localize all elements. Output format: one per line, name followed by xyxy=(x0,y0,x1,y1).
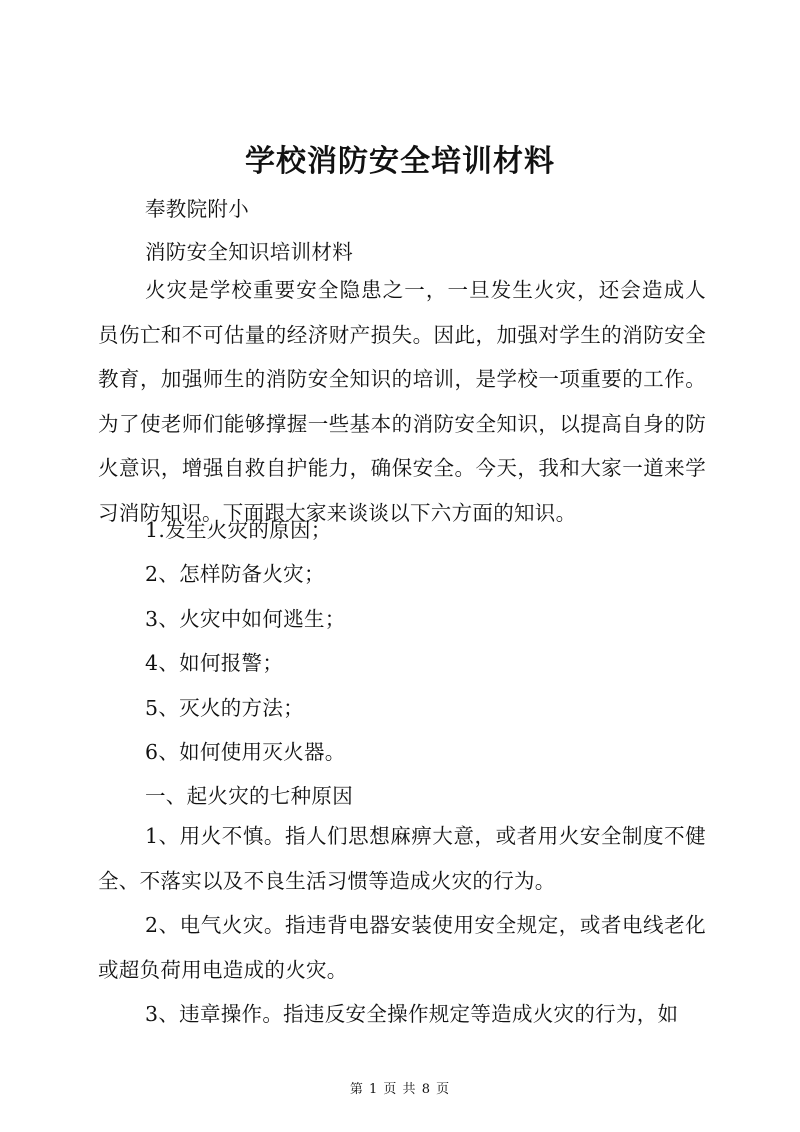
topic-item: 1.发生火灾的原因； xyxy=(145,518,332,542)
section-heading: 一、起火灾的七种原因 xyxy=(145,784,353,808)
topic-item: 5、灭火的方法； xyxy=(145,696,304,720)
cause-paragraph: 1、用火不慎。指人们思想麻痹大意，或者用火安全制度不健全、不落实以及不良生活习惯等造成火灾的行为。 xyxy=(98,824,706,893)
page-footer: 第 1 页 共 8 页 xyxy=(349,1082,451,1097)
topic-item: 2、怎样防备火灾； xyxy=(145,562,325,586)
topic-item: 6、如何使用灭火器。 xyxy=(145,740,346,764)
school-name: 奉教院附小 xyxy=(145,197,249,221)
topic-item: 4、如何报警； xyxy=(145,651,284,675)
topic-item: 3、火灾中如何逃生； xyxy=(145,607,346,631)
subtitle: 消防安全知识培训材料 xyxy=(145,240,353,264)
document-title: 学校消防安全培训材料 xyxy=(245,144,555,179)
cause-paragraph: 2、电气火灾。指违背电器安装使用安全规定，或者电线老化或超负荷用电造成的火灾。 xyxy=(98,913,706,982)
cause-paragraph: 3、违章操作。指违反安全操作规定等造成火灾的行为，如 xyxy=(145,1002,679,1026)
intro-paragraph: 火灾是学校重要安全隐患之一，一旦发生火灾，还会造成人员伤亡和不可估量的经济财产损失。因此，加强对学生的消防安全教育，加强师生的消防安全知识的培训，是学校一项重要的工作。为了使老师们能够撑握一些基本的消防安全知识，以提高自身的防火意识，增强自救自护能力，确保安全。今天，我和大家一道来学习消防知识。下面跟大家来谈谈以下六方面的知识。 xyxy=(98,278,706,525)
